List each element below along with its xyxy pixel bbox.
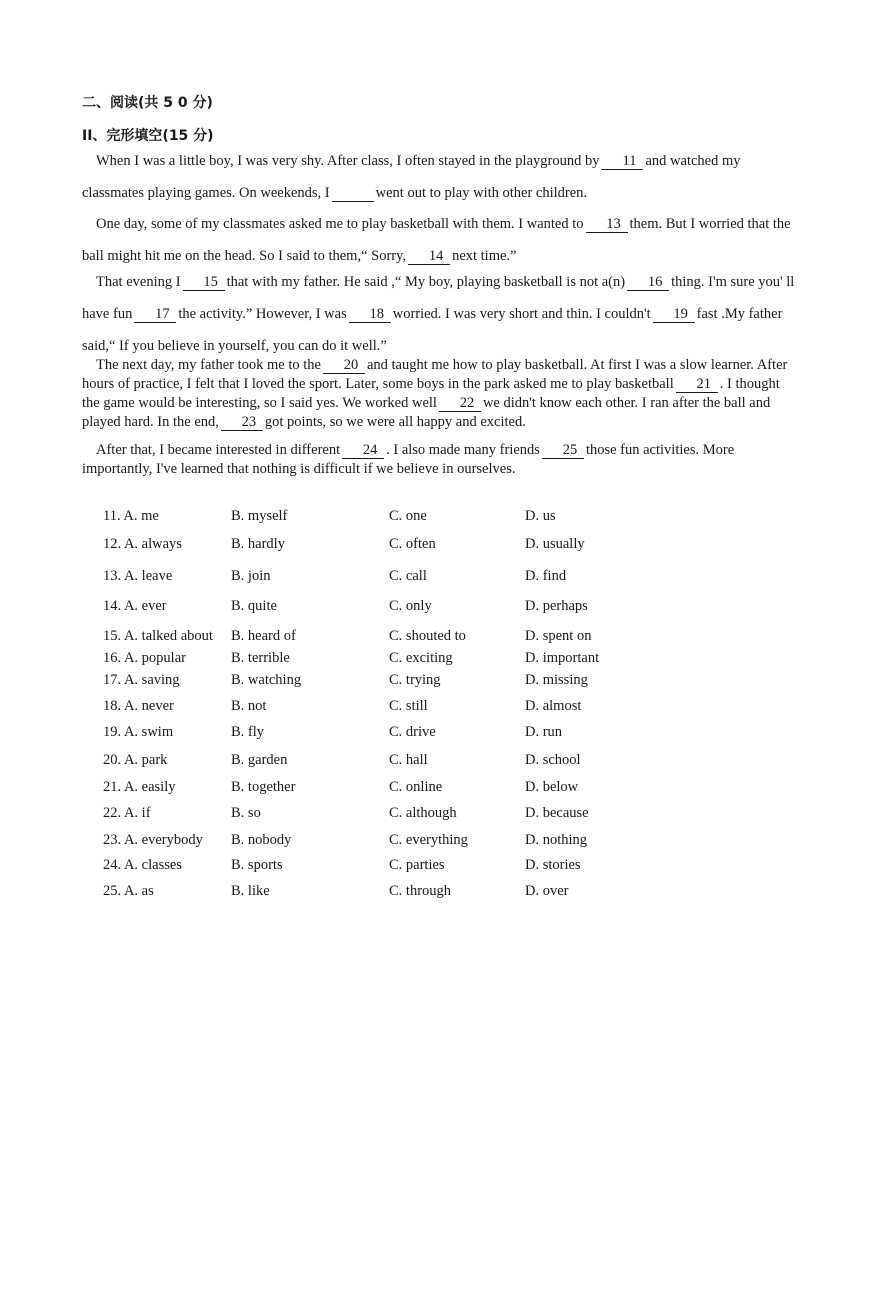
passage-text: got points, so we were all happy and excited. (264, 414, 526, 430)
option-23-d: D. nothing (525, 832, 588, 848)
blank-24: 24 (342, 442, 384, 459)
option-11-d: D. us (525, 508, 556, 524)
blank-13: 13 (586, 216, 628, 233)
option-13-c: C. call (389, 568, 427, 584)
option-25-b: B. like (231, 883, 270, 899)
option-20-c: C. hall (389, 752, 428, 768)
option-14-a: 14. A. ever (103, 598, 167, 614)
option-24-a: 24. A. classes (103, 857, 182, 873)
option-23-a: 23. A. everybody (103, 832, 203, 848)
option-25-c: C. through (389, 883, 452, 899)
option-24-b: B. sports (231, 857, 283, 873)
option-12-c: C. often (389, 536, 436, 552)
subsection-title: II、完形填空(15 分) (82, 128, 214, 144)
option-21-d: D. below (525, 779, 579, 795)
option-21-c: C. online (389, 779, 443, 795)
option-15-c: C. shouted to (389, 628, 466, 644)
blank-18: 18 (349, 306, 391, 323)
option-25-a: 25. A. as (103, 883, 154, 899)
option-12-b: B. hardly (231, 536, 285, 552)
option-22-b: B. so (231, 805, 261, 821)
option-12-a: 12. A. always (103, 536, 182, 552)
blank-21: 21 (676, 376, 718, 393)
option-11-a: 11. A. me (103, 508, 159, 524)
passage-text: When I was a little boy, I was very shy. After class, I often stayed in the playground by (96, 153, 600, 169)
passage-text: The next day, my father took me to the (96, 357, 321, 373)
option-14-d: D. perhaps (525, 598, 588, 614)
passage-text: next time.” (452, 248, 517, 264)
option-14-c: C. only (389, 598, 432, 614)
option-20-a: 20. A. park (103, 752, 168, 768)
passage-text: That evening I (96, 274, 181, 290)
option-23-b: B. nobody (231, 832, 292, 848)
passage-text: and watched my classmates playing games. On weekends, I (82, 153, 741, 201)
option-15-b: B. heard of (231, 628, 296, 644)
blank-15: 15 (183, 274, 225, 291)
option-17-c: C. trying (389, 672, 441, 688)
passage-text: worried. I was very short and thin. I couldn't (392, 306, 651, 322)
option-13-b: B. join (231, 568, 271, 584)
option-18-a: 18. A. never (103, 698, 174, 714)
option-16-c: C. exciting (389, 650, 453, 666)
passage-paragraph-2 (82, 208, 798, 272)
option-15-d: D. spent on (525, 628, 592, 644)
passage-text: those fun activities. More importantly, I've learned that nothing is difficult if we believe in ourselves. (82, 442, 735, 477)
blank-14: 14 (408, 248, 450, 265)
passage-text: After that, I became interested in different (96, 442, 341, 458)
option-16-b: B. terrible (231, 650, 290, 666)
blank-17: 17 (134, 306, 176, 323)
option-19-a: 19. A. swim (103, 724, 174, 740)
passage-text: . I also made many friends (386, 442, 540, 458)
option-13-a: 13. A. leave (103, 568, 173, 584)
blank-20: 20 (323, 357, 365, 374)
option-19-b: B. fly (231, 724, 265, 740)
option-22-a: 22. A. if (103, 805, 151, 821)
blank-23: 23 (221, 414, 263, 431)
option-11-c: C. one (389, 508, 427, 524)
blank-16: 16 (627, 274, 669, 291)
passage-paragraph-5 (82, 441, 798, 479)
option-24-c: C. parties (389, 857, 445, 873)
passage-paragraph-3 (82, 266, 798, 362)
option-18-c: C. still (389, 698, 428, 714)
option-17-a: 17. A. saving (103, 672, 180, 688)
option-22-d: D. because (525, 805, 589, 821)
section-title: 二、阅读(共 5 0 分) (82, 95, 213, 111)
option-18-b: B. not (231, 698, 267, 714)
blank-12 (332, 185, 374, 202)
option-23-c: C. everything (389, 832, 468, 848)
blank-22: 22 (439, 395, 481, 412)
option-17-b: B. watching (231, 672, 302, 688)
passage-paragraph-4 (82, 356, 798, 432)
option-12-d: D. usually (525, 536, 585, 552)
blank-11: 11 (601, 153, 643, 170)
option-13-d: D. find (525, 568, 567, 584)
option-15-a: 15. A. talked about (103, 628, 213, 644)
option-19-c: C. drive (389, 724, 436, 740)
option-21-a: 21. A. easily (103, 779, 176, 795)
passage-text: . I thought the game would be interesting, so I said yes. We worked well (82, 376, 780, 411)
option-16-a: 16. A. popular (103, 650, 186, 666)
passage-text: fast .My father said,“ If you believe in yourself, you can do it well.” (82, 306, 783, 354)
option-11-b: B. myself (231, 508, 288, 524)
passage-text: we didn't know each other. I ran after the ball and played hard. In the end, (82, 395, 771, 430)
passage-text: thing. I'm sure you' ll have fun (82, 274, 795, 322)
passage-text: went out to play with other children. (375, 185, 588, 201)
passage-text: One day, some of my classmates asked me to play basketball with them. I wanted to (96, 216, 584, 232)
passage-text: them. But I worried that the ball might hit me on the head. So I said to them,“ Sorry, (82, 216, 791, 264)
option-18-d: D. almost (525, 698, 582, 714)
option-24-d: D. stories (525, 857, 581, 873)
option-21-b: B. together (231, 779, 296, 795)
blank-25: 25 (542, 442, 584, 459)
passage-paragraph-1 (82, 145, 798, 209)
passage-text: the activity.” However, I was (178, 306, 347, 322)
passage-text: that with my father. He said ,“ My boy, playing basketball is not a(n) (226, 274, 626, 290)
option-22-c: C. although (389, 805, 457, 821)
option-20-d: D. school (525, 752, 581, 768)
option-19-d: D. run (525, 724, 563, 740)
blank-19: 19 (653, 306, 695, 323)
option-16-d: D. important (525, 650, 600, 666)
option-17-d: D. missing (525, 672, 588, 688)
option-25-d: D. over (525, 883, 569, 899)
option-20-b: B. garden (231, 752, 288, 768)
passage-text: and taught me how to play basketball. At first I was a slow learner. After hours of practice, I felt that I loved the sport. Later, some boys in the park asked me to play basketball (82, 357, 788, 392)
option-14-b: B. quite (231, 598, 277, 614)
